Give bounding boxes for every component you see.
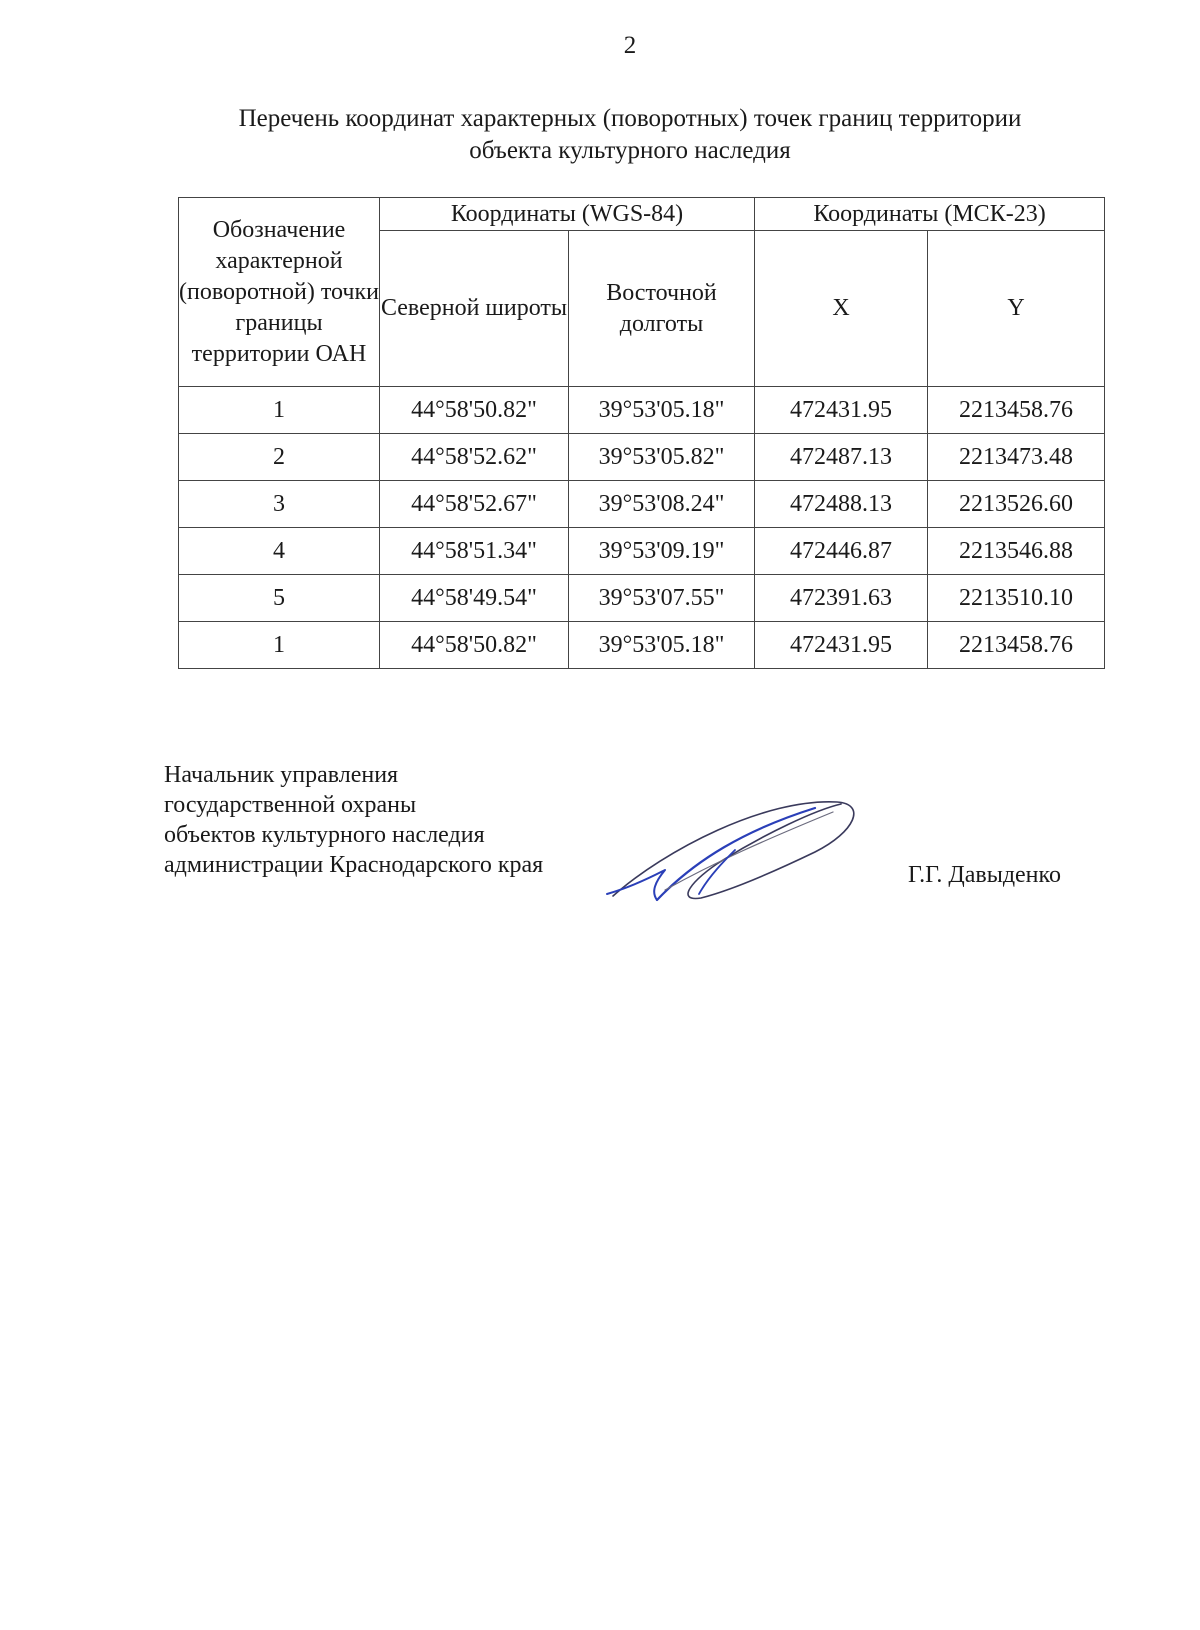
handwritten-signature [605,790,875,905]
cell-longitude: 39°53'07.55" [569,575,755,622]
cell-latitude: 44°58'52.67" [380,481,569,528]
cell-point: 3 [179,481,380,528]
table-row [179,622,1105,669]
cell-x: 472431.95 [755,387,928,434]
cell-longitude: 39°53'05.18" [569,622,755,669]
signer-name: Г.Г. Давыденко [908,862,1061,888]
cell-latitude: 44°58'52.62" [380,434,569,481]
header-latitude: Северной широты [380,231,569,387]
header-y: Y [928,231,1105,387]
cell-longitude: 39°53'09.19" [569,528,755,575]
header-x: X [755,231,928,387]
signer-line-4: администрации Краснодарского края [164,852,544,878]
table-row [179,434,1105,481]
signature-outer-loop [613,802,854,899]
cell-point: 1 [179,622,380,669]
signer-line-3: объектов культурного наследия [164,822,485,848]
table-row [179,387,1105,434]
title-line-1: Перечень координат характерных (поворотных) точек границ территории [238,105,1022,132]
cell-y: 2213526.60 [928,481,1105,528]
cell-point: 4 [179,528,380,575]
signature-stroke-4 [699,850,735,894]
signature-stroke-3 [665,812,833,890]
header-wgs84: Координаты (WGS-84) [380,198,755,231]
header-point: Обозначение характерной (поворотной) точки границы территории ОАН [179,198,380,387]
header-longitude: Восточной долготы [569,231,755,387]
cell-x: 472446.87 [755,528,928,575]
table-row [179,575,1105,622]
coordinates-table [178,197,1105,669]
cell-longitude: 39°53'05.18" [569,387,755,434]
table-row [179,528,1105,575]
cell-latitude: 44°58'50.82" [380,622,569,669]
cell-x: 472487.13 [755,434,928,481]
cell-point: 1 [179,387,380,434]
table-row [179,481,1105,528]
page-number: 2 [623,32,637,59]
signer-line-1: Начальник управления [164,762,399,788]
title-line-2: объекта культурного наследия [469,137,791,164]
cell-x: 472431.95 [755,622,928,669]
document-title [180,103,1080,167]
cell-longitude: 39°53'05.82" [569,434,755,481]
cell-x: 472488.13 [755,481,928,528]
cell-y: 2213458.76 [928,622,1105,669]
cell-latitude: 44°58'49.54" [380,575,569,622]
cell-y: 2213546.88 [928,528,1105,575]
signer-line-2: государственной охраны [164,792,417,818]
cell-latitude: 44°58'50.82" [380,387,569,434]
cell-longitude: 39°53'08.24" [569,481,755,528]
cell-point: 2 [179,434,380,481]
signature-stroke-1 [607,870,665,900]
cell-latitude: 44°58'51.34" [380,528,569,575]
header-msk23: Координаты (МСК-23) [755,198,1105,231]
cell-x: 472391.63 [755,575,928,622]
cell-y: 2213458.76 [928,387,1105,434]
cell-point: 5 [179,575,380,622]
cell-y: 2213473.48 [928,434,1105,481]
signer-position [164,760,543,880]
cell-y: 2213510.10 [928,575,1105,622]
